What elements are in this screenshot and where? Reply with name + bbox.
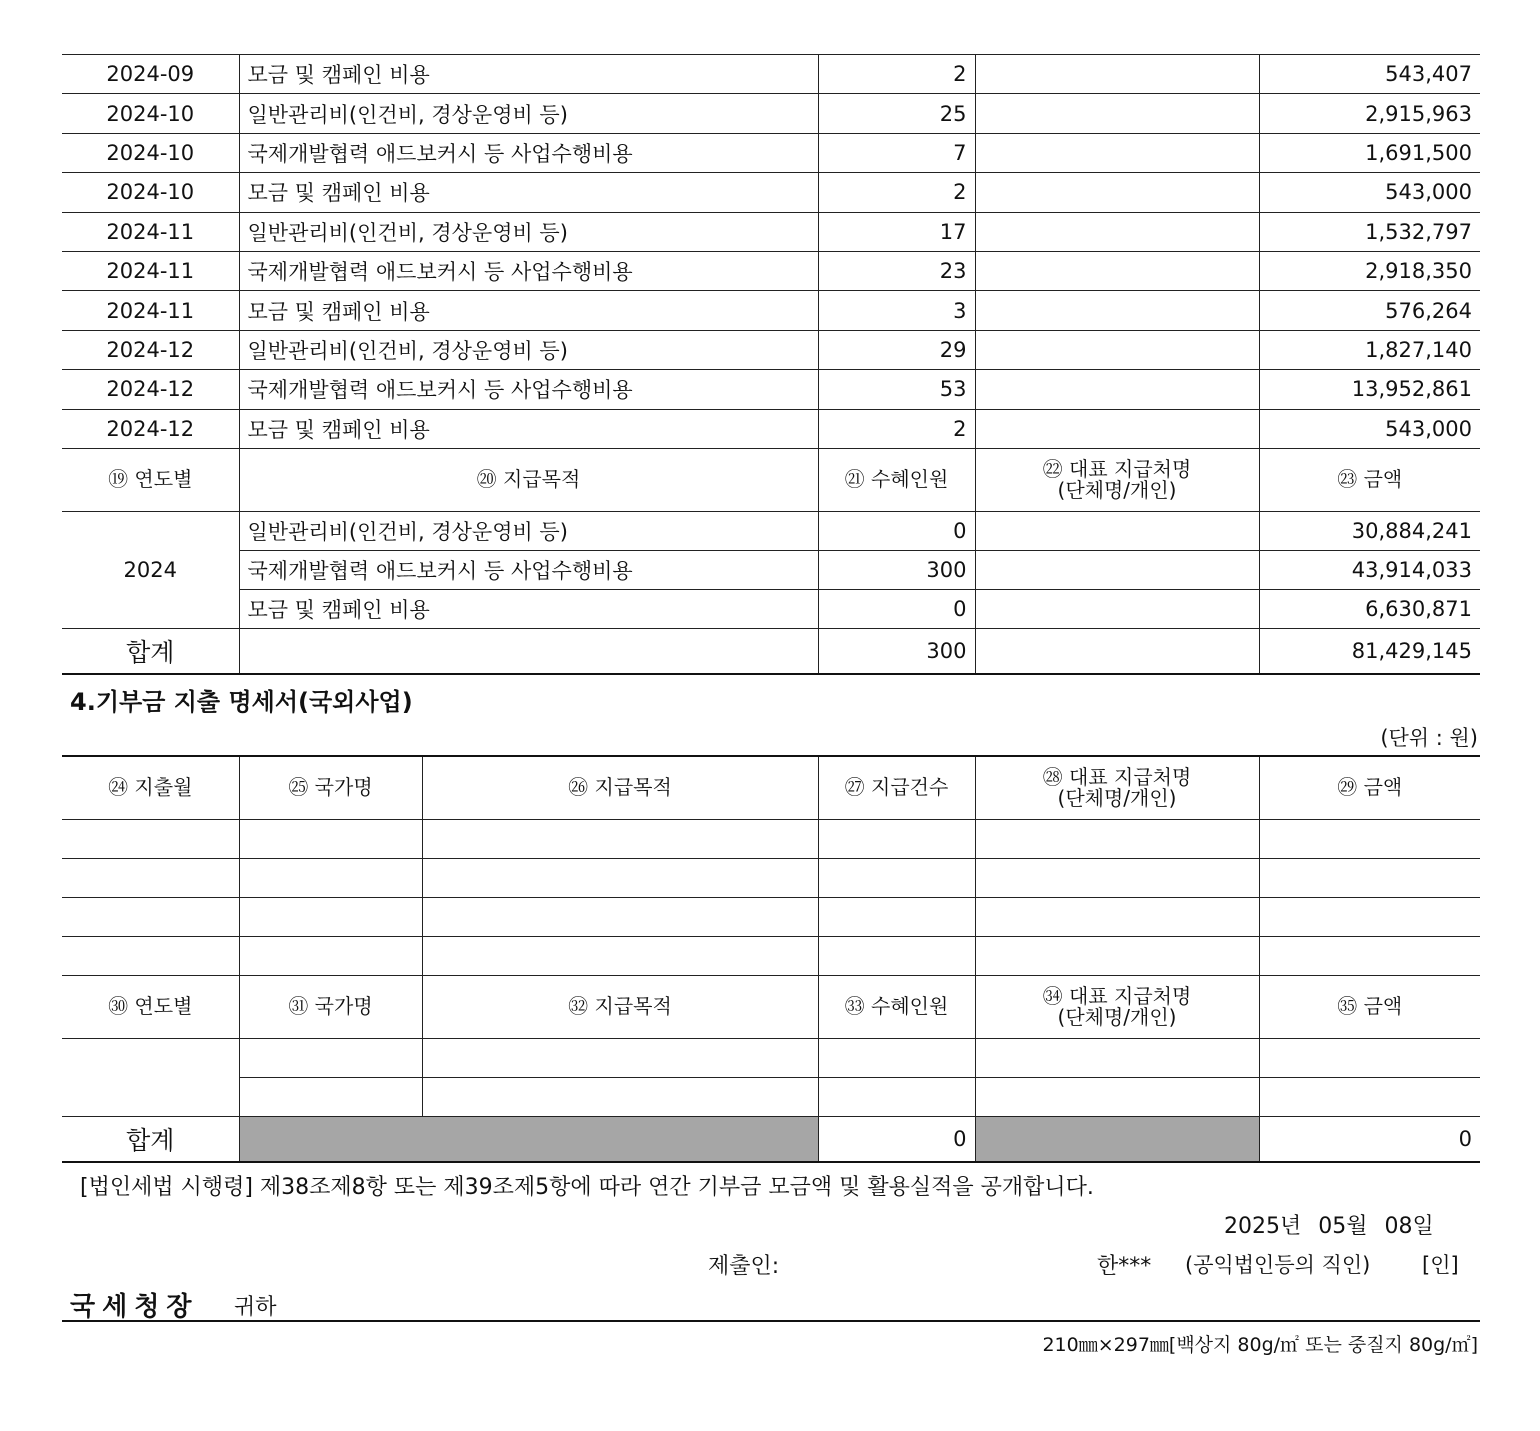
total-label: 합계 <box>62 628 239 674</box>
table-row <box>62 94 1480 133</box>
row-purpose: 국제개발협력 애드보커시 등 사업수행비용 <box>239 251 818 290</box>
row-period: 2024-11 <box>62 212 239 251</box>
row-count: 2 <box>818 409 975 448</box>
submission-date: 2025년 05월 08일 <box>1224 1214 1434 1239</box>
annual-beneficiaries: 300 <box>818 550 975 589</box>
row-period: 2024-11 <box>62 251 239 290</box>
header-recipient <box>975 975 1259 1038</box>
empty-row <box>62 819 1480 858</box>
table-row <box>62 55 1480 94</box>
table-row <box>62 251 1480 290</box>
header-beneficiaries: ㉑ 수혜인원 <box>818 448 975 511</box>
row-amount: 543,407 <box>1259 55 1480 94</box>
header-recipient <box>975 756 1259 819</box>
empty-row <box>62 1077 1480 1116</box>
row-count: 53 <box>818 370 975 409</box>
row-count: 2 <box>818 55 975 94</box>
table-row <box>62 212 1480 251</box>
header-amount: ㉙ 금액 <box>1259 756 1480 819</box>
row-purpose: 모금 및 캠페인 비용 <box>239 291 818 330</box>
domestic-expenditure-table <box>62 54 1480 675</box>
empty-row <box>62 858 1480 897</box>
row-count: 25 <box>818 94 975 133</box>
total-beneficiaries: 300 <box>818 628 975 674</box>
row-count: 17 <box>818 212 975 251</box>
row-period: 2024-09 <box>62 55 239 94</box>
annual-amount: 30,884,241 <box>1259 511 1480 550</box>
annual-recipient <box>975 589 1259 628</box>
recipient-suffix: 귀하 <box>234 1295 277 1320</box>
year-cell <box>62 1038 239 1116</box>
header-month: ㉔ 지출월 <box>62 756 239 819</box>
overseas-expenditure-table <box>62 755 1480 1163</box>
total-row <box>62 1116 1480 1162</box>
unit-label: (단위 : 원) <box>1380 726 1478 750</box>
row-recipient <box>975 330 1259 369</box>
row-purpose: 모금 및 캠페인 비용 <box>239 55 818 94</box>
table-row <box>62 409 1480 448</box>
row-period: 2024-10 <box>62 173 239 212</box>
header-recipient-line2: (단체명/개인) <box>1057 1004 1177 1029</box>
header-beneficiaries: ㉝ 수혜인원 <box>818 975 975 1038</box>
annual-beneficiaries: 0 <box>818 589 975 628</box>
annual-year: 2024 <box>62 511 239 628</box>
submitter-role: (공익법인등의 직인) <box>1185 1253 1371 1277</box>
row-recipient <box>975 94 1259 133</box>
header-purpose: ㉜ 지급목적 <box>422 975 818 1038</box>
table-row <box>62 330 1480 369</box>
row-period: 2024-12 <box>62 330 239 369</box>
row-period: 2024-12 <box>62 370 239 409</box>
row-amount: 1,691,500 <box>1259 133 1480 172</box>
monthly-header-row <box>62 756 1480 819</box>
annual-amount: 43,914,033 <box>1259 550 1480 589</box>
annual-header-row <box>62 975 1480 1038</box>
header-purpose: ⑳ 지급목적 <box>239 448 818 511</box>
row-count: 7 <box>818 133 975 172</box>
submitter-label: 제출인: <box>708 1254 780 1279</box>
row-period: 2024-10 <box>62 94 239 133</box>
annual-recipient <box>975 550 1259 589</box>
row-count: 2 <box>818 173 975 212</box>
annual-beneficiaries: 0 <box>818 511 975 550</box>
paper-spec: 210㎜×297㎜[백상지 80g/㎡ 또는 중질지 80g/㎡] <box>1042 1334 1478 1356</box>
row-amount: 13,952,861 <box>1259 370 1480 409</box>
total-amount: 0 <box>1259 1116 1480 1162</box>
recipient-authority: 국세청장 <box>70 1292 199 1322</box>
annual-purpose: 모금 및 캠페인 비용 <box>239 589 818 628</box>
header-country: ㉕ 국가명 <box>239 756 422 819</box>
total-row <box>62 628 1480 674</box>
table-row <box>62 370 1480 409</box>
total-shaded-recipient <box>975 1116 1259 1162</box>
row-purpose: 일반관리비(인건비, 경상운영비 등) <box>239 330 818 369</box>
row-recipient <box>975 251 1259 290</box>
header-recipient-line2: (단체명/개인) <box>1057 785 1177 810</box>
header-recipient-line1: ㉘ 대표 지급처명 <box>1042 764 1192 789</box>
row-period: 2024-10 <box>62 133 239 172</box>
header-year: ⑲ 연도별 <box>62 448 239 511</box>
row-purpose: 모금 및 캠페인 비용 <box>239 173 818 212</box>
annual-purpose: 국제개발협력 애드보커시 등 사업수행비용 <box>239 550 818 589</box>
disclosure-notice: [법인세법 시행령] 제38조제8항 또는 제39조제5항에 따라 연간 기부금 모금액 및 활용실적을 공개합니다. <box>80 1175 1094 1200</box>
row-amount: 543,000 <box>1259 173 1480 212</box>
row-recipient <box>975 409 1259 448</box>
row-recipient <box>975 173 1259 212</box>
row-purpose: 국제개발협력 애드보커시 등 사업수행비용 <box>239 133 818 172</box>
seal-mark: [인] <box>1422 1253 1459 1277</box>
row-count: 29 <box>818 330 975 369</box>
row-recipient <box>975 212 1259 251</box>
row-amount: 2,915,963 <box>1259 94 1480 133</box>
monthly-rows <box>62 55 1480 449</box>
row-period: 2024-12 <box>62 409 239 448</box>
empty-row <box>62 936 1480 975</box>
row-amount: 576,264 <box>1259 291 1480 330</box>
total-label: 합계 <box>62 1116 239 1162</box>
total-recipient <box>975 628 1259 674</box>
table-row <box>62 173 1480 212</box>
total-purpose <box>239 628 818 674</box>
header-recipient-line1: ㉒ 대표 지급처명 <box>1042 456 1192 481</box>
total-amount: 81,429,145 <box>1259 628 1480 674</box>
row-count: 23 <box>818 251 975 290</box>
header-recipient-line2: (단체명/개인) <box>1057 477 1177 502</box>
row-period: 2024-11 <box>62 291 239 330</box>
header-recipient-line1: ㉞ 대표 지급처명 <box>1042 983 1192 1008</box>
header-amount: ㉟ 금액 <box>1259 975 1480 1038</box>
annual-row <box>62 511 1480 550</box>
footer-divider <box>62 1320 1480 1322</box>
annual-row <box>62 550 1480 589</box>
table-row <box>62 291 1480 330</box>
header-count: ㉗ 지급건수 <box>818 756 975 819</box>
annual-recipient <box>975 511 1259 550</box>
row-amount: 543,000 <box>1259 409 1480 448</box>
row-amount: 2,918,350 <box>1259 251 1480 290</box>
header-recipient <box>975 448 1259 511</box>
header-purpose: ㉖ 지급목적 <box>422 756 818 819</box>
row-amount: 1,827,140 <box>1259 330 1480 369</box>
row-amount: 1,532,797 <box>1259 212 1480 251</box>
row-purpose: 모금 및 캠페인 비용 <box>239 409 818 448</box>
row-purpose: 일반관리비(인건비, 경상운영비 등) <box>239 94 818 133</box>
annual-row <box>62 589 1480 628</box>
row-recipient <box>975 55 1259 94</box>
row-recipient <box>975 370 1259 409</box>
table-row <box>62 133 1480 172</box>
row-count: 3 <box>818 291 975 330</box>
header-country: ㉛ 국가명 <box>239 975 422 1038</box>
header-year: ㉚ 연도별 <box>62 975 239 1038</box>
annual-section <box>62 448 1480 674</box>
row-recipient <box>975 291 1259 330</box>
row-purpose: 일반관리비(인건비, 경상운영비 등) <box>239 212 818 251</box>
row-purpose: 국제개발협력 애드보커시 등 사업수행비용 <box>239 370 818 409</box>
annual-purpose: 일반관리비(인건비, 경상운영비 등) <box>239 511 818 550</box>
total-beneficiaries: 0 <box>818 1116 975 1162</box>
row-recipient <box>975 133 1259 172</box>
annual-header-row <box>62 448 1480 511</box>
empty-row <box>62 1038 1480 1077</box>
empty-row <box>62 897 1480 936</box>
section-title: 4.기부금 지출 명세서(국외사업) <box>70 688 413 716</box>
total-shaded-cell <box>239 1116 818 1162</box>
submitter-name: 한*** <box>1097 1254 1152 1279</box>
annual-amount: 6,630,871 <box>1259 589 1480 628</box>
header-amount: ㉓ 금액 <box>1259 448 1480 511</box>
